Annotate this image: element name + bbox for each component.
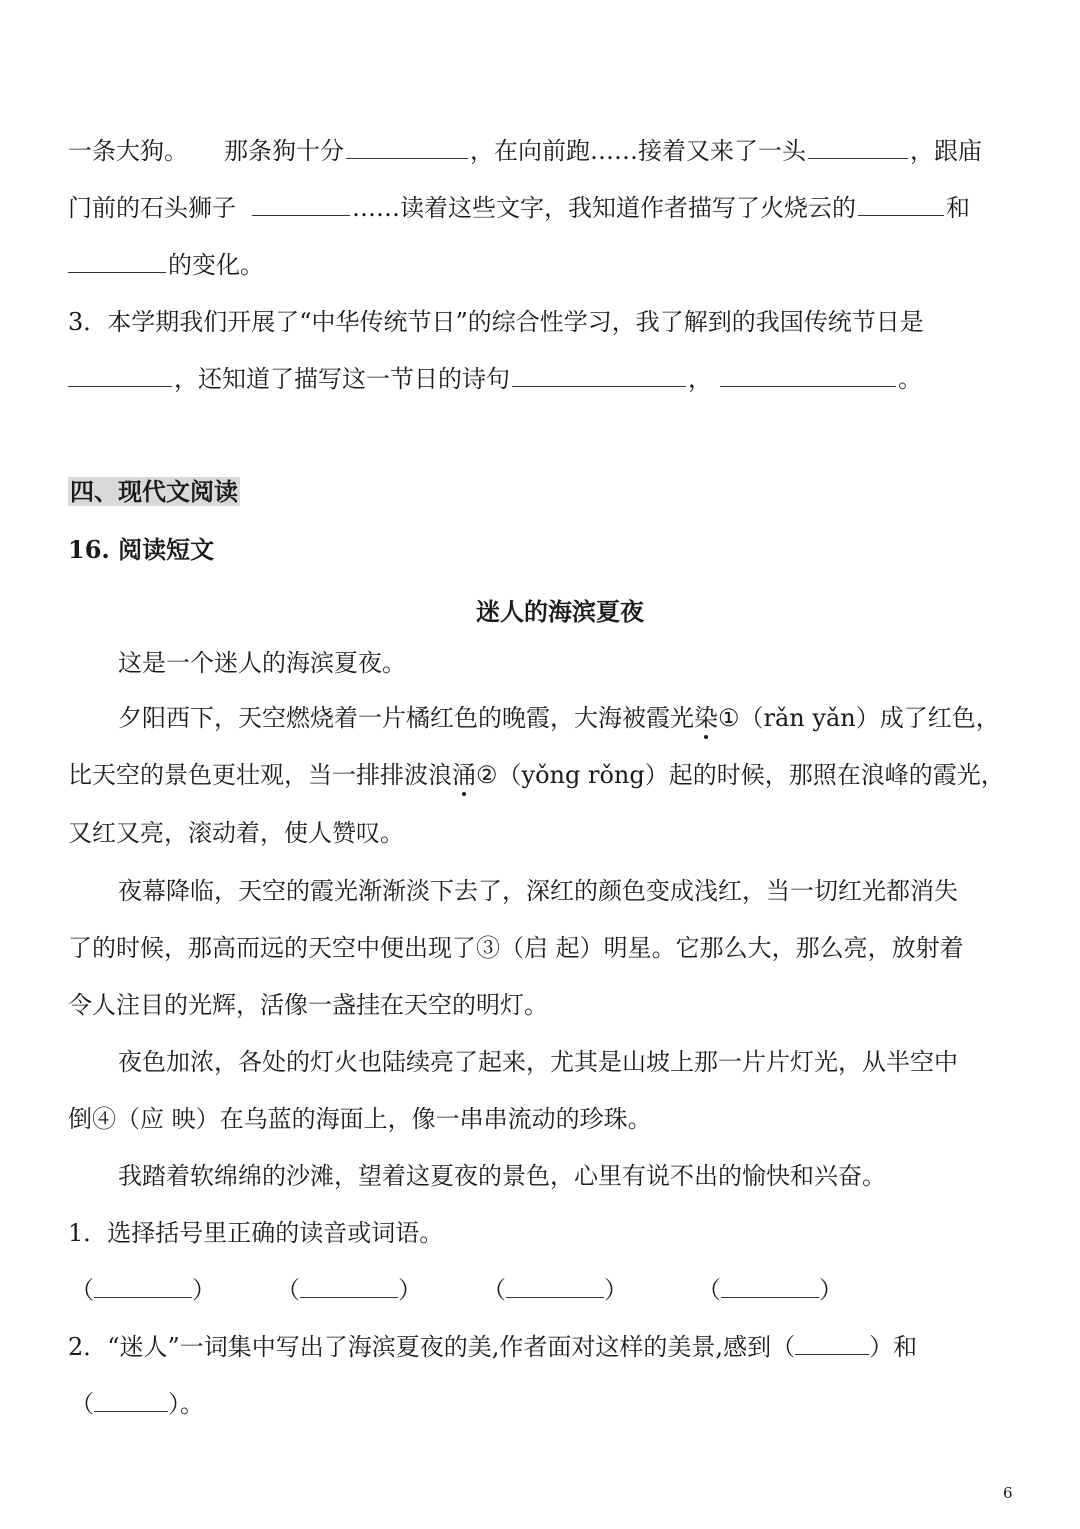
text: 和 (946, 194, 970, 222)
paragraph-3-line-1: 夜幕降临，天空的霞光渐渐淡下去了，深红的颜色变成浅红，当一切红光都消失 (118, 877, 958, 905)
answer-blank[interactable] (300, 1275, 398, 1298)
text: ②（yǒng rǒng）起的时候，那照在浪峰的霞光， (476, 761, 1005, 789)
text: ）。 (168, 1390, 204, 1418)
paragraph-4-line-1: 夜色加浓，各处的灯火也陆续亮了起来，尤其是山坡上那一片片灯光，从半空中 (118, 1048, 958, 1076)
text: 一条大狗。 (68, 137, 188, 165)
page-number: 6 (1003, 1484, 1013, 1502)
answer-blank[interactable] (795, 1332, 869, 1355)
question-text: 3．本学期我们开展了“中华传统节日”的综合性学习，我了解到的我国传统节日是 (68, 308, 924, 336)
question-3-blanks (68, 364, 922, 394)
text: ，跟庙 (910, 137, 982, 165)
text: （ (276, 1276, 300, 1304)
sub-question-2 (68, 1332, 917, 1362)
paragraph-2-line-3: 又红又亮，滚动着，使人赞叹。 (68, 819, 404, 847)
answer-blank[interactable] (94, 1389, 168, 1412)
answer-blank[interactable] (346, 136, 468, 159)
paragraph-2-line-1 (118, 703, 1000, 733)
dotted-character: 染 (694, 704, 718, 732)
question-16-label: 16. 阅读短文 (68, 535, 215, 564)
answer-paren-2 (276, 1275, 422, 1305)
text: 。 (898, 365, 922, 393)
text: ，还知道了描写这一节日的诗句 (174, 365, 510, 393)
text: （ (697, 1276, 721, 1304)
text: （ (70, 1276, 94, 1304)
text: ） (819, 1276, 843, 1304)
text: ①（rǎn yǎn）成了红色， (718, 704, 1000, 732)
question-3 (68, 307, 924, 337)
text: ） (398, 1276, 422, 1304)
answer-blank[interactable] (68, 250, 166, 273)
text: ，在向前跑……接着又来了一头 (470, 137, 806, 165)
text: ……读着这些文字，我知道作者描写了火烧云的 (352, 194, 856, 222)
text: 比天空的景色更壮观，当一排排波浪 (68, 761, 452, 789)
text: 2．“迷人”一词集中写出了海滨夏夜的美,作者面对这样的美景,感到（ (68, 1333, 796, 1361)
text: （ (482, 1276, 506, 1304)
answer-blank[interactable] (68, 364, 172, 387)
answer-blank[interactable] (252, 193, 350, 216)
fill-line-3 (68, 250, 264, 280)
answer-paren-4 (697, 1275, 843, 1305)
paragraph-4-line-2: 倒④（应 映）在乌蓝的海面上，像一串串流动的珍珠。 (68, 1105, 652, 1133)
fill-line-2 (68, 193, 970, 223)
sub-question-2-line-2 (70, 1389, 204, 1419)
answer-blank[interactable] (506, 1275, 604, 1298)
paragraph-5: 我踏着软绵绵的沙滩，望着这夏夜的景色，心里有说不出的愉快和兴奋。 (118, 1162, 886, 1190)
answer-blank[interactable] (720, 364, 896, 387)
section-heading (68, 477, 240, 507)
section-title: 四、现代文阅读 (70, 477, 238, 506)
answer-blank[interactable] (94, 1275, 192, 1298)
answer-paren-3 (482, 1275, 628, 1305)
answer-blank[interactable] (512, 364, 686, 387)
text: 的变化。 (168, 251, 264, 279)
text: ） (604, 1276, 628, 1304)
text: ） (192, 1276, 216, 1304)
paragraph-3-line-2: 了的时候，那高而远的天空中便出现了③（启 起）明星。它那么大，那么亮，放射着 (68, 934, 964, 962)
fill-line-1 (68, 136, 982, 166)
passage-title: 迷人的海滨夏夜 (476, 597, 644, 626)
text: 门前的石头狮子 (68, 194, 236, 222)
answer-blank[interactable] (721, 1275, 819, 1298)
text: ， (688, 365, 712, 393)
text: 夕阳西下，天空燃烧着一片橘红色的晚霞，大海被霞光 (118, 704, 694, 732)
dotted-character: 涌 (452, 761, 476, 789)
text: （ (70, 1390, 94, 1418)
sub-question-1: 1．选择括号里正确的读音或词语。 (68, 1219, 444, 1247)
text: 那条狗十分 (224, 137, 344, 165)
answer-blank[interactable] (858, 193, 944, 216)
answer-blank[interactable] (808, 136, 908, 159)
paragraph-2-line-2 (68, 760, 1005, 790)
paragraph-3-line-3: 令人注目的光辉，活像一盏挂在天空的明灯。 (68, 991, 548, 1019)
answer-paren-1 (70, 1275, 216, 1305)
paragraph-1: 这是一个迷人的海滨夏夜。 (118, 649, 406, 677)
text: ）和 (869, 1333, 918, 1361)
